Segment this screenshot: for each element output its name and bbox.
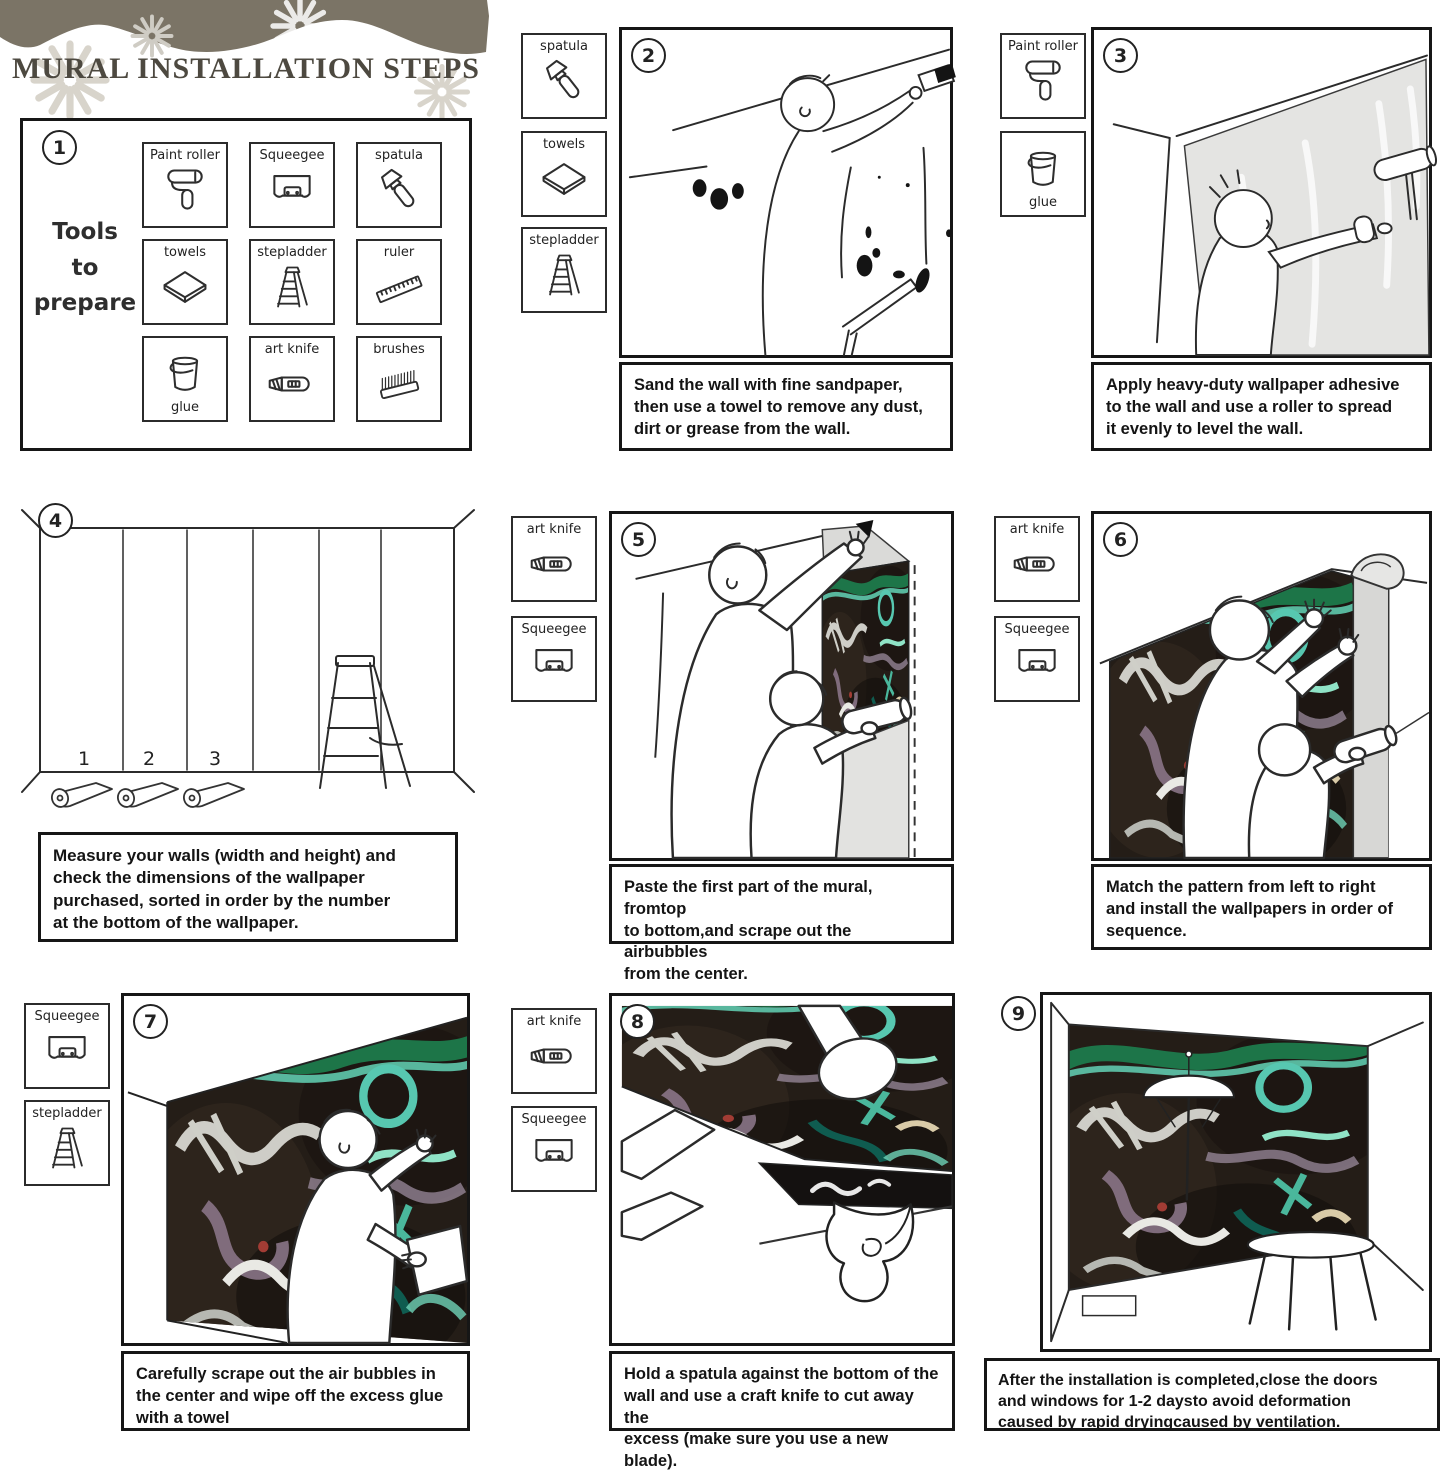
squeegee-icon [41,1025,93,1077]
paste-first-panel-sketch [612,514,951,858]
step2-illustration-box [619,27,953,358]
step5-illustration-box [609,511,954,861]
step2-tool-spatula [521,33,607,119]
step6-illustration-box [1091,511,1432,861]
panel-number: 3 [209,748,222,770]
step5-tool-squeegee [511,616,597,702]
wallpaper-roll-icon [50,783,112,809]
brush-icon [373,358,425,410]
step2-caption: Sand the wall with fine sandpaper, then use a towel to remove any dust, dirt or grease from the wall. [619,362,953,451]
tools-to-prepare-label: Tools to prepare [33,219,137,317]
tool-box-ruler [356,239,442,325]
art-knife-icon [266,358,318,410]
panel-number: 1 [78,748,91,770]
tool-box-glue [142,336,228,422]
step7-number-badge: 7 [133,1004,168,1039]
step2-number-badge: 2 [631,38,666,73]
step5-number-badge: 5 [621,522,656,557]
tool-label: Squeegee [1004,622,1070,637]
step7-tool-stepladder [24,1100,110,1186]
tool-label: towels [163,245,207,260]
tool-label: spatula [540,39,588,54]
step3-tool-paint-roller [1000,33,1086,119]
step9-illustration-box [1040,992,1432,1352]
tool-label: stepladder [257,245,327,260]
stepladder-icon [538,249,590,301]
tool-box-art-knife [249,336,335,422]
step2-tool-stepladder [521,227,607,313]
tool-label: art knife [1009,522,1065,537]
step8-number-badge: 8 [620,1004,655,1039]
step8-tool-art-knife [511,1008,597,1094]
tool-label: Paint roller [150,148,220,163]
step7-caption: Carefully scrape out the air bubbles in the center and wipe off the excess glue with a towel [121,1351,470,1431]
tool-label: Squeegee [259,148,325,163]
tool-label: stepladder [32,1106,102,1121]
glue-icon [159,348,211,400]
tool-label: Paint roller [1008,39,1078,54]
tool-box-towels [142,239,228,325]
step4-number-badge: 4 [38,503,73,538]
tool-label: Squeegee [521,622,587,637]
step9-number-badge: 9 [1001,996,1036,1031]
tool-label: ruler [383,245,415,260]
tool-label: art knife [526,522,582,537]
squeegee-icon [266,164,318,216]
glue-icon [1017,143,1069,195]
spatula-icon [538,55,590,107]
step8-illustration-box [609,993,955,1346]
step6-caption: Match the pattern from left to right and install the wallpapers in order of sequence. [1091,864,1432,950]
measure-wall-sketch [18,498,478,823]
tool-label: stepladder [529,233,599,248]
trim-excess-sketch [612,996,952,1343]
rolling-adhesive-sketch [1094,30,1429,355]
towel-icon [159,261,211,313]
step3-caption: Apply heavy-duty wallpaper adhesive to the wall and use a roller to spread it evenly to level the wall. [1091,362,1432,451]
step4-caption: Measure your walls (width and height) and check the dimensions of the wallpaper purchased, sorted in order by the number at the bottom of the wallpaper. [38,832,458,942]
step6-tool-art-knife [994,516,1080,602]
paint-roller-icon [159,164,211,216]
squeegee-icon [528,1128,580,1180]
tool-label: art knife [526,1014,582,1029]
tool-label: spatula [375,148,423,163]
towel-icon [538,153,590,205]
step2-tool-towels [521,131,607,217]
spatula-icon [373,164,425,216]
scrape-bubbles-sketch [124,996,467,1343]
tool-label: brushes [373,342,425,357]
squeegee-icon [1011,638,1063,690]
art-knife-icon [528,538,580,590]
squeegee-icon [528,638,580,690]
stepladder-icon [266,261,318,313]
step7-illustration-box [121,993,470,1346]
tool-box-brushes [356,336,442,422]
finished-room-sketch [1043,995,1429,1349]
step8-caption: Hold a spatula against the bottom of the wall and use a craft knife to cut away the excess (make sure you use a new blade). [609,1351,955,1431]
paint-roller-icon [1017,55,1069,107]
art-knife-icon [528,1030,580,1082]
sanding-wall-sketch [622,30,950,355]
step5-tool-art-knife [511,516,597,602]
wallpaper-roll-icon [116,783,178,809]
step6-tool-squeegee [994,616,1080,702]
tool-label: Squeegee [521,1112,587,1127]
tool-label: art knife [264,342,320,357]
tool-box-spatula [356,142,442,228]
tool-label: towels [542,137,586,152]
stepladder-icon [41,1122,93,1174]
step3-number-badge: 3 [1103,38,1138,73]
tool-box-stepladder [249,239,335,325]
step9-caption: After the installation is completed,close the doors and windows for 1-2 daysto avoid deformation caused by rapid dryingcaused by ventilation. [984,1358,1440,1431]
page-title: MURAL INSTALLATION STEPS [12,52,480,85]
step5-caption: Paste the first part of the mural, fromtop to bottom,and scrape out the airbubbles from the center. [609,864,954,944]
panel-number: 2 [143,748,156,770]
step6-number-badge: 6 [1103,522,1138,557]
tool-label: Squeegee [34,1009,100,1024]
match-pattern-sketch [1094,514,1429,858]
step1-number-badge: 1 [42,130,77,165]
tool-box-paint-roller [142,142,228,228]
step3-illustration-box [1091,27,1432,358]
step8-tool-squeegee [511,1106,597,1192]
ruler-icon [373,261,425,313]
tool-box-squeegee [249,142,335,228]
tool-label: glue [170,400,200,415]
art-knife-icon [1011,538,1063,590]
tool-label: glue [1028,195,1058,210]
step3-tool-glue [1000,131,1086,217]
step7-tool-squeegee [24,1003,110,1089]
wallpaper-roll-icon [182,783,244,809]
